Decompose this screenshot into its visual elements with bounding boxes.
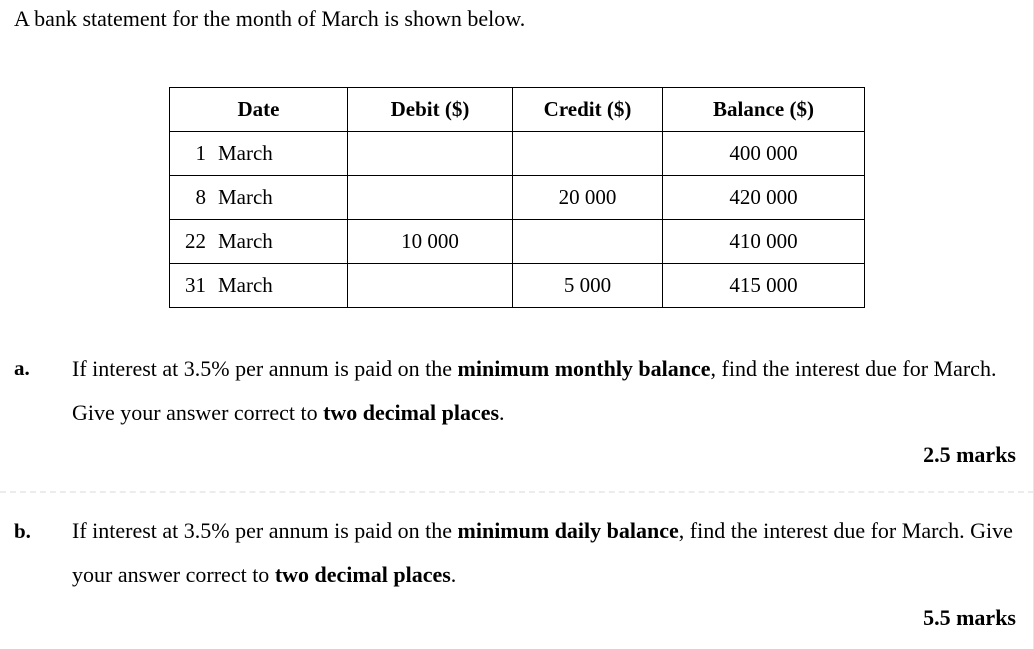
balance-cell: 415 000 bbox=[663, 264, 865, 308]
table-row bbox=[170, 220, 865, 264]
question-b-emphasis: minimum daily balance bbox=[457, 518, 679, 543]
balance-cell: 400 000 bbox=[663, 132, 865, 176]
table-row bbox=[170, 132, 865, 176]
date-cell bbox=[170, 132, 348, 176]
date-cell bbox=[170, 176, 348, 220]
balance-cell: 420 000 bbox=[663, 176, 865, 220]
date-day: 31 bbox=[185, 273, 206, 297]
date-month: March bbox=[218, 185, 273, 209]
question-a-marks: 2.5 marks bbox=[923, 442, 1016, 467]
bank-statement-table bbox=[169, 87, 865, 308]
date-day: 1 bbox=[195, 141, 206, 165]
question-b-text-part: , find the interest due for March. Give your answer correct to bbox=[72, 518, 1013, 587]
question-b-marks: 5.5 marks bbox=[923, 605, 1016, 630]
column-header-balance: Balance ($) bbox=[663, 88, 865, 132]
column-header-date: Date bbox=[170, 88, 348, 132]
debit-cell bbox=[348, 264, 513, 308]
credit-cell bbox=[513, 220, 663, 264]
balance-cell: 410 000 bbox=[663, 220, 865, 264]
question-a-emphasis: minimum monthly balance bbox=[457, 356, 711, 381]
table-row bbox=[170, 264, 865, 308]
question-b-emphasis: two decimal places bbox=[274, 562, 451, 587]
date-cell bbox=[170, 264, 348, 308]
date-day: 22 bbox=[185, 229, 206, 253]
section-divider bbox=[0, 491, 1034, 493]
column-header-debit: Debit ($) bbox=[348, 88, 513, 132]
question-a-emphasis: two decimal places bbox=[323, 400, 500, 425]
date-month: March bbox=[218, 273, 273, 297]
question-a-text-part: , find the interest due for March. Give your answer correct to bbox=[72, 356, 997, 425]
question-b-label: b. bbox=[14, 519, 31, 543]
date-month: March bbox=[218, 229, 273, 253]
credit-cell: 5 000 bbox=[513, 264, 663, 308]
question-a-text bbox=[72, 347, 1022, 435]
question-b-text-part: . bbox=[450, 562, 457, 587]
credit-cell bbox=[513, 132, 663, 176]
question-a-text-part: If interest at 3.5% per annum is paid on the bbox=[72, 356, 458, 381]
date-cell bbox=[170, 220, 348, 264]
question-a-text-part: . bbox=[499, 400, 505, 425]
table-row bbox=[170, 176, 865, 220]
column-header-credit: Credit ($) bbox=[513, 88, 663, 132]
intro-text: A bank statement for the month of March is shown below. bbox=[14, 6, 526, 31]
question-a-label: a. bbox=[14, 356, 30, 380]
credit-cell: 20 000 bbox=[513, 176, 663, 220]
date-day: 8 bbox=[195, 185, 206, 209]
debit-cell: 10 000 bbox=[348, 220, 513, 264]
question-b-text bbox=[72, 509, 1022, 597]
debit-cell bbox=[348, 176, 513, 220]
date-month: March bbox=[218, 141, 273, 165]
question-b-text-part: If interest at 3.5% per annum is paid on the bbox=[72, 518, 458, 543]
table-header-row bbox=[170, 88, 865, 132]
debit-cell bbox=[348, 132, 513, 176]
